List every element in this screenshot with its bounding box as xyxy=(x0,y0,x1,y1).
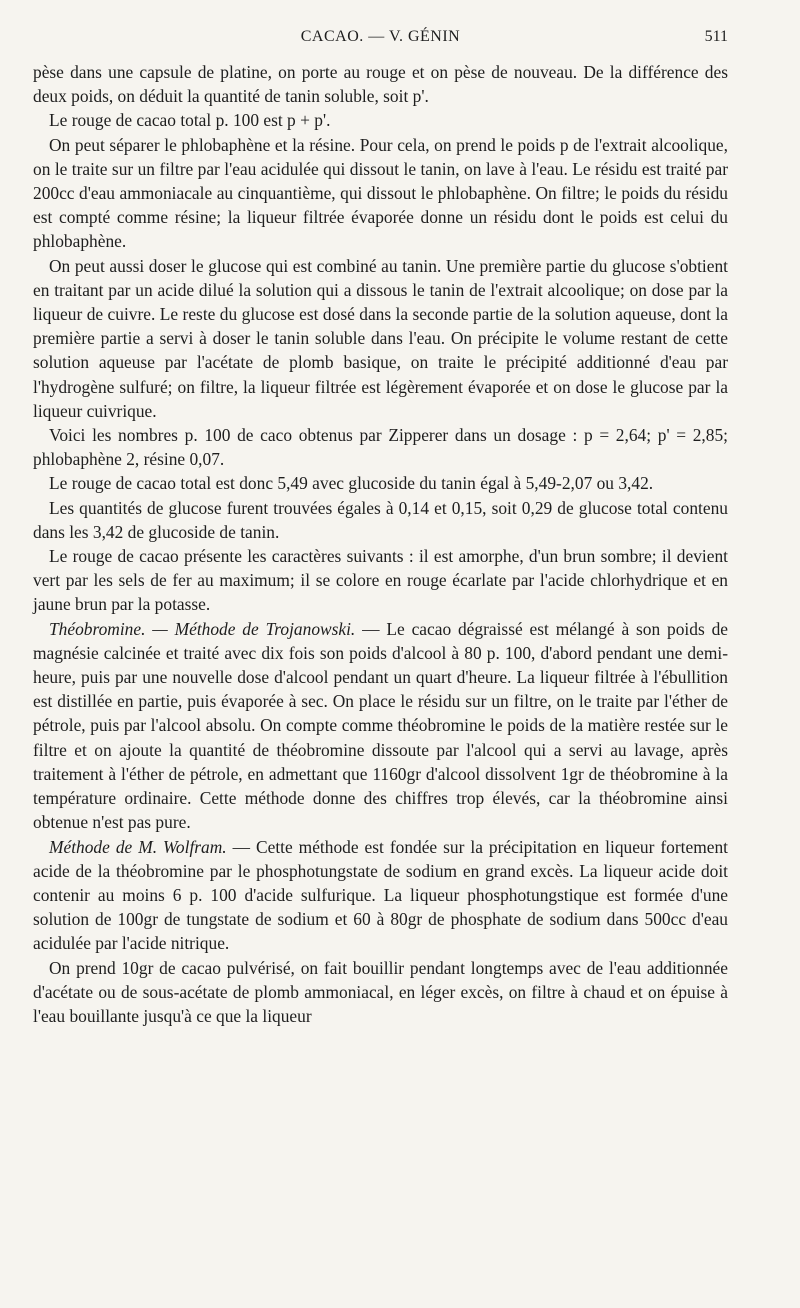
section-lead: Méthode de M. Wolfram. xyxy=(49,836,227,857)
paragraph xyxy=(33,835,728,956)
paragraph: Les quantités de glucose furent trouvées égales à 0,14 et 0,15, soit 0,29 de glucose total contenu dans les 3,42 de glucoside de tanin. xyxy=(33,497,728,542)
running-title: CACAO. — V. GÉNIN xyxy=(300,28,461,45)
paragraph-text: — Cette méthode est fondée sur la précipitation en liqueur fortement acide de la théobromine par le phosphotungstate de sodium en grand excès. La liqueur acide doit contenir au moins 6 p. 100 d'acide sulfurique. La liqueur phosphotungstique est formée d'une solution de 100gr de tungstate de sodium et 60 à 80gr de phosphate de sodium dans 500cc d'eau acidulée par l'acide nitrique. xyxy=(33,836,728,954)
paragraph xyxy=(33,617,728,835)
section-lead: Théobromine. — Méthode de Trojanowski. xyxy=(49,618,356,639)
body-text xyxy=(33,60,728,1028)
paragraph: pèse dans une capsule de platine, on porte au rouge et on pèse de nouveau. De la différence des deux poids, on déduit la quantité de tanin soluble, soit p'. xyxy=(33,62,728,107)
page-number: 511 xyxy=(704,28,728,45)
paragraph: On peut séparer le phlobaphène et la résine. Pour cela, on prend le poids p de l'extrait alcoolique, on le traite sur un filtre par l'eau acidulée qui dissout le tanin, on lave à l'eau. Le résidu est traité par 200cc d'eau ammoniacale au cinquantième, qui dissout le phlobaphène. On filtre; le poids du résidu est compté comme résine; la liqueur filtrée évaporée donne un résidu dont le poids est celui du phlobaphène. xyxy=(33,134,728,252)
paragraph: On prend 10gr de cacao pulvérisé, on fait bouillir pendant longtemps avec de l'eau additionnée d'acétate ou de sous-acétate de plomb ammoniacal, en léger excès, on filtre à chaud et on épuise à l'eau bouillante jusqu'à ce que la liqueur xyxy=(33,957,728,1026)
paragraph: Le rouge de cacao total p. 100 est p + p'. xyxy=(49,110,331,131)
running-header xyxy=(33,28,728,54)
paragraph-text: — Le cacao dégraissé est mélangé à son poids de magnésie calcinée et traité avec dix fois son poids d'alcool à 80 p. 100, d'abord pendant une demi-heure, puis par une nouvelle dose d'alcool pendant un quart d'heure. La liqueur filtrée à l'ébullition est distillée en partie, puis évaporée à sec. On place le résidu sur un filtre, on le traite par l'éther de pétrole, puis par l'alcool absolu. On compte comme théobromine le poids de la matière restée sur le filtre et on ajoute la quantité de théobromine dissoute par l'alcool qui a servi au lavage, après traitement à l'éther de pétrole, en admettant que 1160gr d'alcool dissolvent 1gr de théobromine à la température ordinaire. Cette méthode donne des chiffres trop élevés, car la théobromine ainsi obtenue n'est pas pure. xyxy=(33,618,728,833)
paragraph: Le rouge de cacao total est donc 5,49 avec glucoside du tanin égal à 5,49-2,07 ou 3,42. xyxy=(49,473,654,494)
paragraph: On peut aussi doser le glucose qui est combiné au tanin. Une première partie du glucose s'obtient en traitant par un acide dilué la solution qui a dissous le tanin de l'extrait alcoolique; on dose par la liqueur de cuivre. Le reste du glucose est dosé dans la seconde partie de la solution aqueuse, dont la première partie a servi à doser le tanin soluble dans l'eau. On précipite le volume restant de cette solution aqueuse par l'acétate de plomb basique, on traite le précipité additionné d'eau par l'hydrogène sulfuré; on filtre, la liqueur filtrée est légèrement évaporée et on dose le glucose par la liqueur cuivrique. xyxy=(33,255,728,421)
paragraph: Le rouge de cacao présente les caractères suivants : il est amorphe, d'un brun sombre; il devient vert par les sels de fer au maximum; il se colore en rouge écarlate par l'acide chlorhydrique et en jaune brun par la potasse. xyxy=(33,546,728,615)
paragraph: Voici les nombres p. 100 de caco obtenus par Zipperer dans un dosage : p = 2,64; p' = 2,85; phlobaphène 2, résine 0,07. xyxy=(33,425,728,470)
